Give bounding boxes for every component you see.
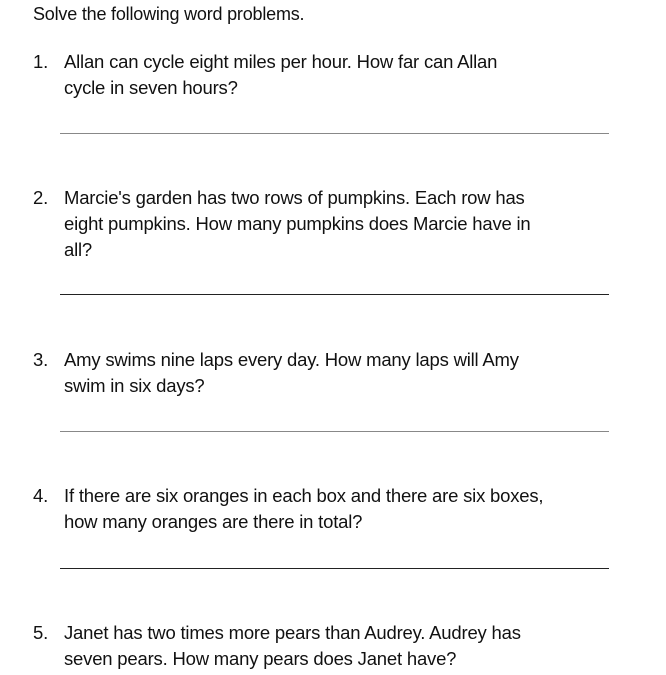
answer-line-3[interactable]	[60, 431, 609, 432]
problem-2	[33, 185, 633, 263]
problem-3	[33, 347, 633, 399]
problem-4	[33, 483, 633, 535]
problem-text-line: seven pears. How many pears does Janet have?	[64, 648, 457, 669]
problem-text-line: Marcie's garden has two rows of pumpkins. Each row has	[64, 187, 525, 208]
problem-text-line: Amy swims nine laps every day. How many laps will Amy	[64, 349, 519, 370]
problem-text-line: If there are six oranges in each box and there are six boxes,	[64, 485, 544, 506]
answer-line-1[interactable]	[60, 133, 609, 134]
answer-line-4[interactable]	[60, 568, 609, 569]
problem-number: 3.	[33, 349, 49, 370]
instructions-heading: Solve the following word problems.	[33, 4, 305, 24]
problem-number: 2.	[33, 187, 49, 208]
problem-text-line: Janet has two times more pears than Audrey. Audrey has	[64, 622, 521, 643]
problem-text-line: eight pumpkins. How many pumpkins does Marcie have in	[64, 213, 531, 234]
problem-number: 4.	[33, 485, 49, 506]
problem-5	[33, 620, 633, 672]
problem-number: 5.	[33, 622, 49, 643]
problem-text-line: all?	[64, 239, 92, 260]
problem-text-line: cycle in seven hours?	[64, 77, 238, 98]
answer-line-2[interactable]	[60, 294, 609, 295]
problem-text-line: swim in six days?	[64, 375, 205, 396]
problem-text-line: how many oranges are there in total?	[64, 511, 363, 532]
problem-number: 1.	[33, 51, 49, 72]
problem-1	[33, 49, 633, 101]
problem-text-line: Allan can cycle eight miles per hour. How far can Allan	[64, 51, 498, 72]
